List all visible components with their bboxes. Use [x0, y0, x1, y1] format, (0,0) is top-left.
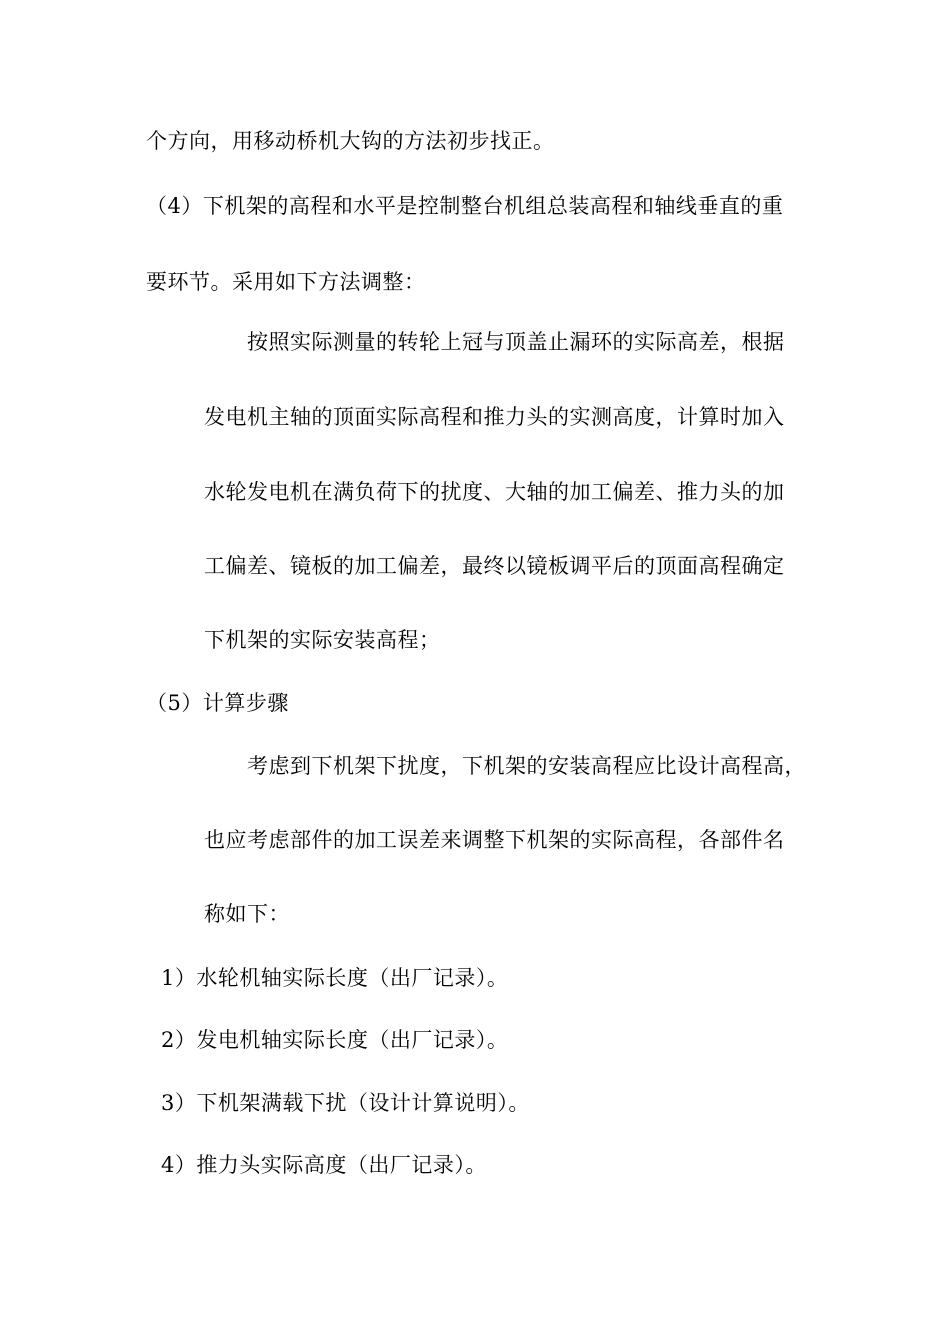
- list-item: 4）推力头实际高度（出厂记录）。: [161, 1153, 487, 1177]
- text-line: 要环节。采用如下方法调整：: [146, 270, 426, 294]
- paragraph-line: 考虑到下机架下扰度，下机架的安装高程应比设计高程高，: [247, 754, 806, 778]
- paragraph-line: 工偏差、镜板的加工偏差，最终以镜板调平后的顶面高程确定: [204, 554, 785, 578]
- paragraph-line: 下机架的实际安装高程；: [204, 628, 441, 652]
- paragraph-line: 水轮发电机在满负荷下的扰度、大轴的加工偏差、推力头的加: [204, 480, 785, 504]
- text-line: 个方向，用移动桥机大钩的方法初步找正。: [146, 129, 555, 153]
- section-5-heading: （5）计算步骤: [146, 691, 289, 715]
- paragraph-line: 称如下：: [204, 902, 290, 926]
- list-item: 2）发电机轴实际长度（出厂记录）。: [161, 1028, 509, 1052]
- paragraph-line: 也应考虑部件的加工误差来调整下机架的实际高程，各部件名: [204, 828, 785, 852]
- list-item: 3）下机架满载下扰（设计计算说明）。: [161, 1091, 530, 1115]
- paragraph-line: 发电机主轴的顶面实际高程和推力头的实测高度，计算时加入: [204, 405, 785, 429]
- list-item: 1）水轮机轴实际长度（出厂记录）。: [161, 966, 509, 990]
- paragraph-line: 按照实际测量的转轮上冠与顶盖止漏环的实际高差，根据: [247, 330, 785, 354]
- section-4-heading: （4）下机架的高程和水平是控制整台机组总装高程和轴线垂直的重: [146, 194, 784, 218]
